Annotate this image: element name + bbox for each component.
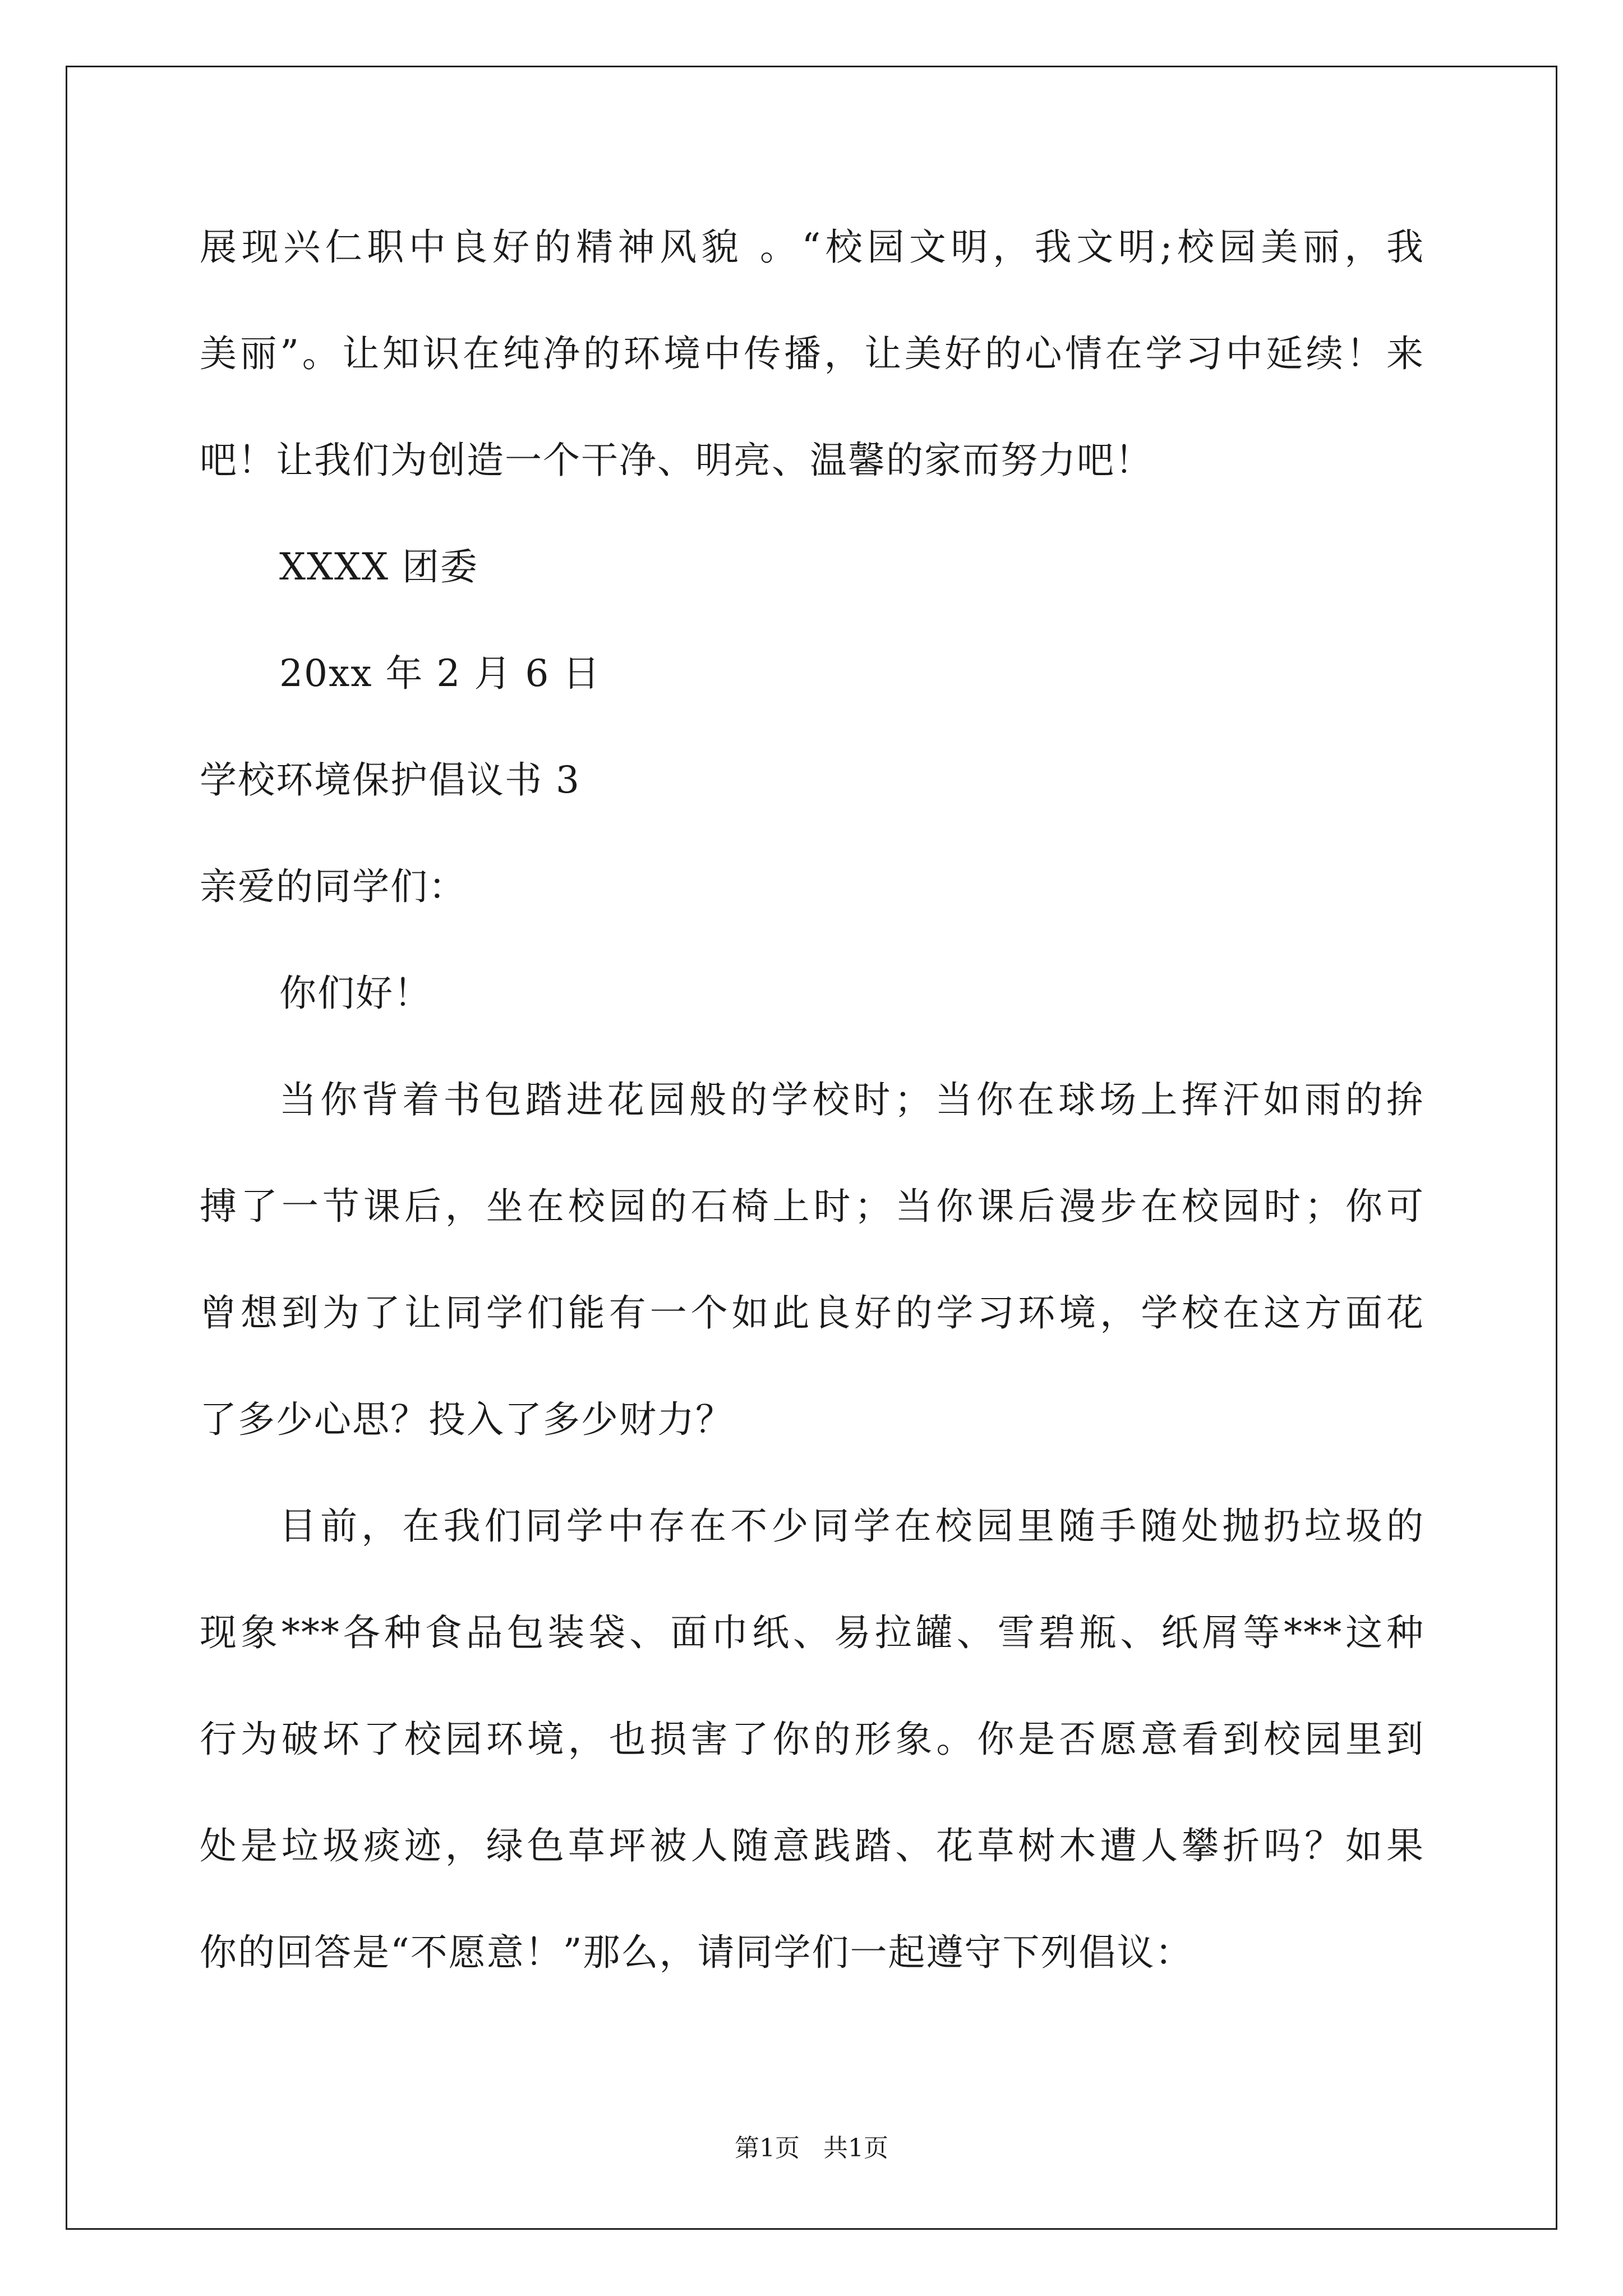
body-line-14: 现象***各种食品包装袋、面巾纸、易拉罐、雪碧瓶、纸屑等***这种 [200,1611,1424,1654]
body-line-11: 曾想到为了让同学们能有一个如此良好的学习环境，学校在这方面花 [200,1291,1424,1335]
body-line-17: 你的回答是“不愿意！”那么，请同学们一起遵守下列倡议： [200,1931,1193,1974]
body-line-12: 了多少心思？投入了多少财力？ [200,1398,734,1441]
body-line-15: 行为破坏了校园环境，也损害了你的形象。你是否愿意看到校园里到 [200,1718,1424,1761]
section-title: 学校环境保护倡议书 3 [200,758,580,802]
signature-org: XXXX 团委 [279,545,478,588]
salutation: 亲爱的同学们： [200,865,467,908]
body-line-16: 处是垃圾痰迹，绿色草坪被人随意践踏、花草树木遭人攀折吗？如果 [200,1824,1424,1867]
body-line-9: 当你背着书包踏进花园般的学校时；当你在球场上挥汗如雨的拚 [279,1078,1424,1121]
body-line-1: 展现兴仁职中良好的精神风貌 。“校园文明，我文明;校园美丽，我 [200,226,1424,269]
body-line-2: 美丽”。让知识在纯净的环境中传播，让美好的心情在学习中延续！来 [200,332,1424,375]
page-footer [0,2132,1623,2165]
body-line-13: 目前，在我们同学中存在不少同学在校园里随手随处抛扔垃圾的 [279,1504,1424,1548]
greeting: 你们好！ [279,972,432,1015]
body-line-10: 搏了一节课后，坐在校园的石椅上时；当你课后漫步在校园时；你可 [200,1185,1424,1228]
page-number: 第1页 共1页 [735,2134,888,2162]
page-border [66,66,1557,2230]
signature-date: 20xx 年 2 月 6 日 [279,652,601,695]
body-line-3: 吧！让我们为创造一个干净、明亮、温馨的家而努力吧！ [200,439,1153,482]
